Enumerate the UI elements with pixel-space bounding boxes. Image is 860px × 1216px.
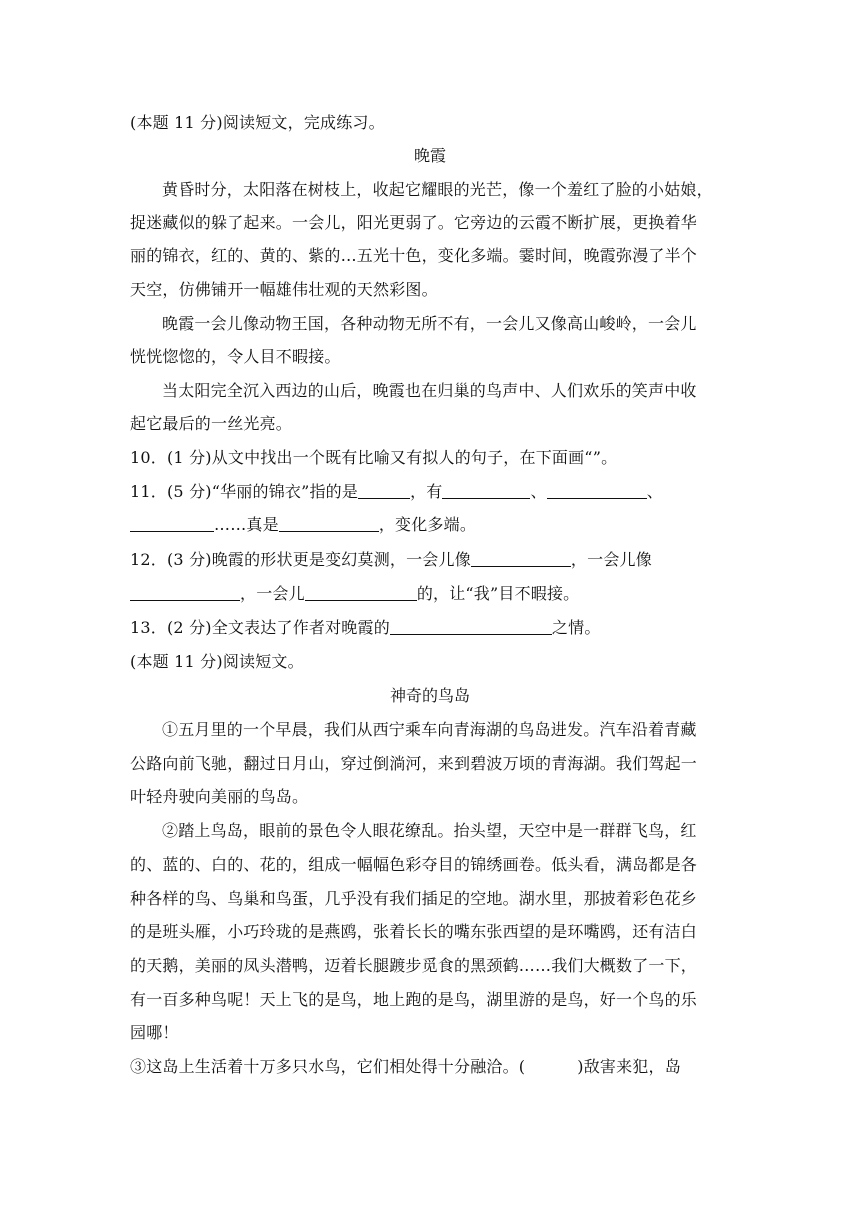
- question-11-line1: [130, 482, 663, 502]
- passage1-p1-line4: 天空，仿佛铺开一幅雄伟壮观的天然彩图。: [130, 280, 438, 299]
- answer-blank[interactable]: [130, 515, 214, 532]
- passage2-p2-line4: 的是班头雁，小巧玲珑的是燕鸥，张着长长的嘴东张西望的是环嘴鸥，还有洁白: [130, 922, 698, 941]
- question-11-line2: [130, 515, 476, 535]
- passage1-intro: (本题 11 分)阅读短文，完成练习。: [130, 113, 385, 132]
- passage2-p2-line6: 有一百多种鸟呢！天上飞的是鸟，地上跑的是鸟，湖里游的是鸟，好一个鸟的乐: [130, 990, 698, 1009]
- question-10: 10．(1 分)从文中找出一个既有比喻又有拟人的句子，在下面画“”。: [130, 448, 618, 467]
- passage2-p1-line2: 公路向前飞驰，翻过日月山，穿过倒淌河，来到碧波万顷的青海湖。我们驾起一: [130, 754, 698, 773]
- passage1-p3-line1: 当太阳完全沉入西边的山后，晚霞也在归巢的鸟声中、人们欢乐的笑声中收: [162, 381, 697, 400]
- question-12-text-c: ，一会儿: [240, 584, 305, 603]
- answer-blank[interactable]: [279, 515, 379, 532]
- question-11-text-f: ，变化多端。: [378, 515, 477, 534]
- question-13-text-b: 之情。: [551, 618, 601, 637]
- question-13: [130, 618, 601, 638]
- question-12-text-b: ，一会儿像: [570, 550, 652, 569]
- passage2-p2-line1: ②踏上鸟岛，眼前的景色令人眼花缭乱。抬头望，天空中是一群群飞鸟，红: [162, 821, 697, 840]
- question-12-text-a: 12．(3 分)晚霞的形状更是变幻莫测，一会儿像: [130, 550, 471, 569]
- passage2-p3-text-b: )敌害来犯，岛: [577, 1057, 681, 1076]
- question-13-text-a: 13．(2 分)全文表达了作者对晚霞的: [130, 618, 390, 637]
- passage2-title: 神奇的鸟岛: [389, 686, 470, 705]
- answer-blank[interactable]: [305, 584, 417, 601]
- answer-blank[interactable]: [471, 550, 571, 567]
- passage2-p1-line1: ①五月里的一个早晨，我们从西宁乘车向青海湖的鸟岛进发。汽车沿着青藏: [162, 720, 697, 739]
- question-12-line2: [130, 584, 579, 604]
- passage1-p1-line1: 黄昏时分，太阳落在树枝上，收起它耀眼的光芒，像一个羞红了脸的小姑娘，: [162, 180, 713, 199]
- passage1-p3-line2: 起它最后的一丝光亮。: [130, 414, 293, 433]
- answer-blank[interactable]: [358, 482, 410, 499]
- passage2-p1-line3: 叶轻舟驶向美丽的鸟岛。: [130, 787, 309, 806]
- question-11-text-a: 11．(5 分)“华丽的锦衣”指的是: [130, 482, 359, 501]
- passage2-intro: (本题 11 分)阅读短文。: [130, 652, 304, 671]
- passage2-p3-line1: [130, 1057, 681, 1077]
- passage1-title: 晚霞: [413, 146, 446, 165]
- answer-blank[interactable]: [547, 482, 647, 499]
- passage1-p1-line3: 丽的锦衣，红的、黄的、紫的…五光十色，变化多端。霎时间，晚霞弥漫了半个: [130, 246, 698, 265]
- answer-blank[interactable]: [390, 618, 552, 635]
- passage1-p1-line2: 捉迷藏似的躲了起来。一会儿，阳光更弱了。它旁边的云霞不断扩展，更换着华: [130, 213, 698, 232]
- answer-blank[interactable]: [130, 584, 240, 601]
- question-11-text-c: 、: [530, 482, 547, 501]
- passage2-p3-text-a: ③这岛上生活着十万多只水鸟，它们相处得十分融洽。(: [130, 1057, 526, 1076]
- passage2-p2-line5: 的天鹅，美丽的凤头潜鸭，迈着长腿踱步觅食的黑颈鹤……我们大概数了一下，: [130, 956, 698, 975]
- passage2-p2-line2: 的、蓝的、白的、花的，组成一幅幅色彩夺目的锦绣画卷。低头看，满岛都是各: [130, 855, 698, 874]
- passage1-p2-line1: 晚霞一会儿像动物王国，各种动物无所不有，一会儿又像高山峻岭，一会儿: [162, 314, 697, 333]
- question-11-text-d: 、: [646, 482, 663, 501]
- question-11-text-b: ，有: [410, 482, 443, 501]
- passage2-p2-line7: 园哪！: [130, 1023, 179, 1042]
- answer-blank[interactable]: [442, 482, 530, 499]
- passage2-p2-line3: 种各样的鸟、鸟巢和鸟蛋，几乎没有我们插足的空地。湖水里，那披着彩色花乡: [130, 889, 698, 908]
- question-12-text-d: 的，让“我”目不暇接。: [416, 584, 580, 603]
- question-12-line1: [130, 550, 652, 570]
- question-11-text-e: ……真是: [214, 515, 279, 534]
- passage1-p2-line2: 恍恍惚惚的，令人目不暇接。: [130, 347, 341, 366]
